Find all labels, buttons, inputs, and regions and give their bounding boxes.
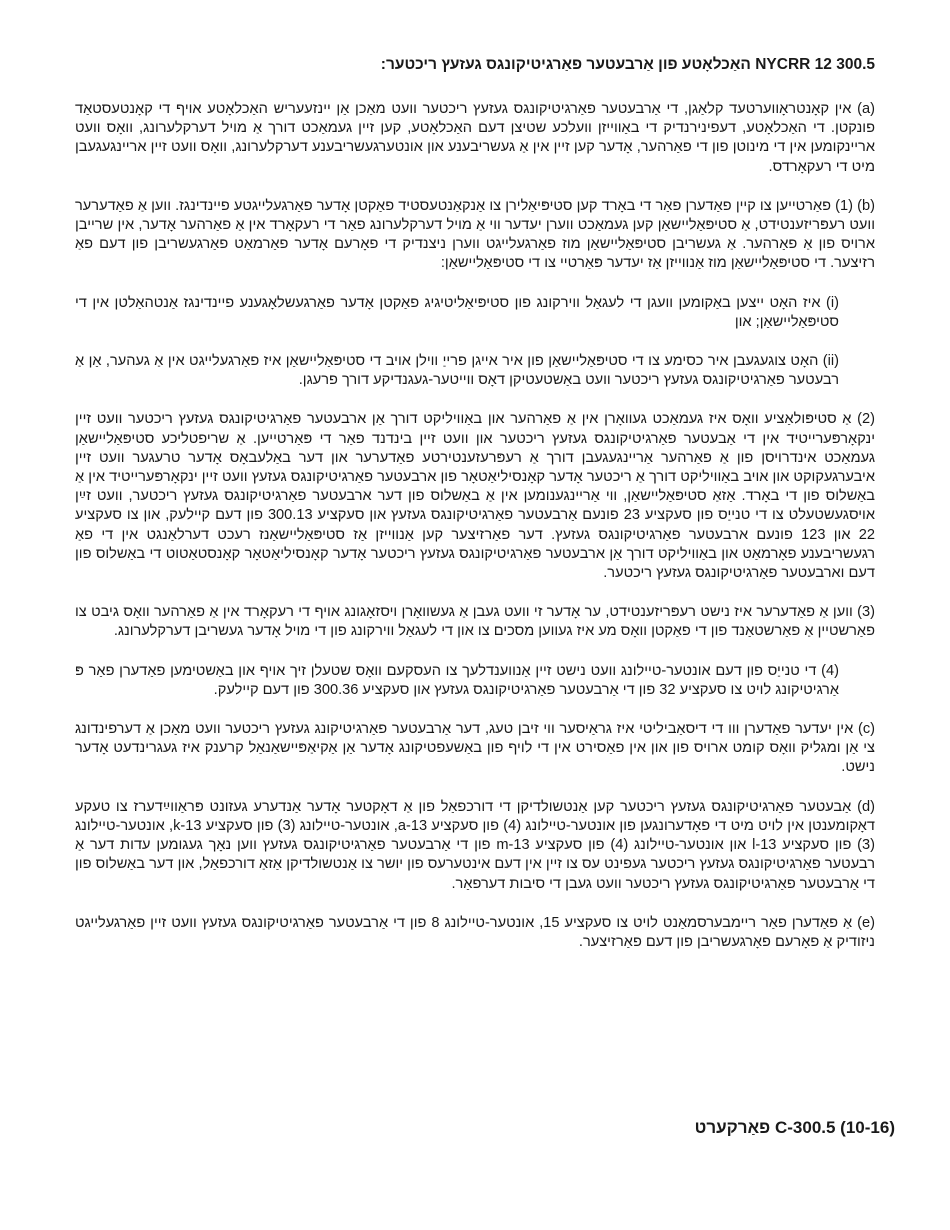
paragraph-b2: (2) אַ סטיפּולאַציע וואָס איז געמאַכט געוואָרן אין אַ פאַרהער און באַוויליקט דורך אַן ארבעטער פאַרגיטיקונגס געזעץ ריכטער וועט זיין ינקאָרפּערייטיד אין די אַבעטער פאַרגיטיקונגס געזעץ ריכטער און וועט זיין בינדנד פאַר די פּאַרטייען. אַ שריפטליכע סטיפּאַליישאַן געמאַכט אינדרויסן פון אַ פאַרהער אַריינגעגעבן דורך אַ רעפּרעזענטירטע פאַדערער און דער באַלעבאָס אָדער טרעגער וועט זיין איבערגעקוקט און אויב באַוויליקט דורך אַ ריכטער אָדער קאָנסיליאַטאָר פון ארבעטער פאַרגיטיקונגס געזעץ וועט זיין ינקאָרפּערייטיד אין אַ באַשלוס פון די באָרד. אַזאַ סטיפּאַליישאַן, ווי אַריינגענומען אין אַ באַשלוס פון דער ארבעטער פאַרגיטיקונגס געזעץ ריכטער, וועט זײַן אויסגעשטעלט צו די טנייַס פון סעקציע 23 פונעם אַרבעטער פאַרגיטיקונגס געזעץ און סעקציע 300.13 פון דעם קיילעק, און צו סעקציע 22 און 123 פונעם ארבעטער פאַרגיטיקונגס געזעץ. דער פאַרזיצער קען אַנווייזן אַז סטיפּאַליישאַנז רעכט דערלאַנגט אין די פאַ רגעשריבענע פאָרמאַט און באַוויליקט דורך אַן ארבעטער פאַרגיטיקונגס געזעץ ריכטער אָדער קאָנסיליאַטאָר קאָנסטאַטוט די באַשלוס פון דעם וארבעטער פאַרגיטיקונגס געזעץ ריכטער. [75,411,875,582]
paragraph-b-i: (i) איז האָט ייצען באַקומען וועגן די לעגאַל ווירקונג פון סטיפּיאַליטיגיג פאַקטן אָדער פאַרגעשלאָגענע פיינדינגז אַנטהאַלטן אין די סטיפּאַליישאַן; און [75,294,839,330]
paragraph-b4: (4) די טנייַס פון דעם אונטער-טיילונג וועט נישט זיין אַנווענדלעך צו העסקעם וואָס שטעלן זיך אויף און באַשטימען פאַדערן פאַר פּ אַרגיטיקונג לויט צו סעקציע 32 פון די אַרבעטער פאַרגיטיקונגס געזעץ און סעקציע 300.36 פון דעם קיילעק. [75,662,839,698]
paragraph-c: (c) אין יעדער פאַדערן ווו די דיסאַביליטי איז גראַיסער ווי זיבן טעג, דער אַרבעטער פאַרגיטיקונג געזעץ ריכטער וועט מאַכן אַ דערפינדונג צי אַן ומגליק וואָס קומט ארויס פון און אין פאַסירט אין די לויף פון באַשעפטיקונג אָדער אַן אַקיאַפּיישאַנאַל קרענק איז געגרינדעט אָדער נישט. [75,721,875,776]
paragraph-b-ii: (ii) האָט צוגעגעבן איר כסימע צו די סטיפּאַליישאַן פון איר אייגן פרייַ ווילן אויב די סטיפּאַליישאַן איז פאַרגעלייגט אין אַ געהער, אַן אַ רבעטער פאַרגיטיקונגס געזעץ ריכטער וועט באַשטעטיקן דאָס ווייטער-געגנדיקע דורך פרעגן. [75,353,839,389]
paragraph-d: (d) אַבעטער פאַרגיטיקונגס געזעץ ריכטער קען אַנטשולדיקן די דורכפאַל פון אַ דאָקטער אָדער אַנדערע געזונט פּראַווײַדערז צו טעקע דאָקומענטן אין לויט מיט די פאָדערונגען פון אונטער-טיילונג (4) פון סעקציע 13-a, אונטער-טיילונג (3) פון סעקציע 13-k, אונטער-טיילונג (3) פון סעקציע 13-l און אונטער-טיילונג (4) פון סעקציע 13-m פון די אַרבעטער פאַרגיטיקונגס געזעץ ווען נאָך געגומען עדות דער אַ רבעטער פאַרגיטיקונגס געזעץ ריכטער געפינט עס צו זיין אין דעם אינטערעס פון יושר צו אַנטשולדיקן אַזאַ דורכפאַל, און דער באַשלוס פון די אַרבעטער פאַרגיטיקונגס געזעץ ריכטער וועט געבן די סיבות דערפאַר. [75,798,876,892]
paragraph-e: (e) אַ פאַדערן פאַר ריימבערסמאַנט לויט צו סעקציע 15, אונטער-טיילונג 8 פון די אַרבעטער פאַרגיטיקונגס געזעץ וועט זיין פאַרגעלייגט ניזודיק אַ פאָרעם פאָרגעשריבן פון דעם פאַרזיצער. [75,914,875,950]
form-footer: C-300.5 (10-16) פאַרקערט [694,1118,895,1137]
page-title: 300.5 NYCRR 12 האַכלאָטע פון אַרבעטער פאַרגיטיקונגס געזעץ ריכטער: [380,56,875,73]
paragraph-b3: (3) ווען אַ פאַדערער איז נישט רעפּריזענטידט, ער אָדער זי וועט געבן אַ געשוואָרן ויסזאָגונג אויף די רעקאָרד אין אַ פאַרהער וואָס גיבט צו פאַרשטיין אַ פאַרשטאַנד פון די פאַקטן וואָס מע איז געווען מסכים צו און די לעגאַל ווירקונג פון די מויל אָדער געשריבן דערקלערונג. [75,604,875,640]
paragraph-b1: (b) (1) פאַרטייען צו קיין פאַדערן פאַר די באָרד קען סטיפּיאַלירן צו אַנקאַנטעסטיד פאַקטן אָדער פאַרגעלייגטע פיינדינגז. ווען אַ פאַדערער וועט רעפּריזענטידט, אַ סטיפּאַליישאַן קען געמאַכט ווערן יעדער ווי אַ מויל דערקלערונג פאַר די רעקאָרד אין אַ פאַרהער אָדער, אין שרייבן ארויס פון אַ פאַרהער. אַ געשריבן סטיפּאַליישאַן מוז פאַרגעלייגט ווערן ניצנדיק די פאָרעם אָדער פאַרמאַט פאַרגעשריבן פון דעם פאַ רזיצער. די סטיפּאַליישאַן מוז אַנווייזן אַז יעדער פּאַרטיי צו די סטיפּאַליישאַן: [75,197,875,272]
paragraph-a: (a) אין קאָנטראָווערטעד קלאַגן, די אַרבעטער פאַרגיטיקונגס געזעץ ריכטער וועט מאַכן אַן יינזעעריש האַכלאָטע אויף די קאָנטעסטאַד פונקטן. די האַכלאָטע, דעפינירנדיק די באַווייזן וועלכע שטיצן דעם האַכלאָטע, קען זיין געמאַכט דורך אַ מויל דערקלערונג, וואָס וועט אריינקומען אין די מינוטן פון די פאַרהער, אָדער קען זיין אין אַ געשריבענע און אונטערגעשריבענע דערקלערונג, וואָס וועט זיין אריינגעגעבן מיט די רעקאָרדס. [75,101,875,175]
